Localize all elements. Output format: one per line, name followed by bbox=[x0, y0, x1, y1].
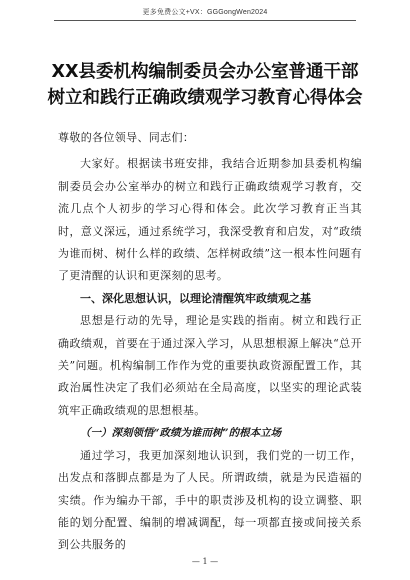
salutation: 尊敬的各位领导、同志们： bbox=[58, 131, 195, 144]
subsection-heading-1: （一）深刻领悟“政绩为谁而树”的根本立场 bbox=[80, 427, 282, 440]
header-note: 更多免费公文+VX：GGGongWen2024 bbox=[142, 9, 268, 16]
document-title-line-1: XX县委机构编制委员会办公室普通干部 bbox=[51, 62, 359, 82]
section-heading-1: 一、深化思想认识，以理论清醒筑牢政绩观之基 bbox=[80, 291, 311, 305]
paragraph-subsection-1: 通过学习，我更加深刻地认识到，我们党的一切工作，出发点和落脚点都是为了人民。所谓政绩，就是为民造福的实绩。作为编办干部，手中的职责涉及机构的设立调整、职能的划分配置、编制的增减调配，每一项都直接或间接关系到公共服务的 bbox=[58, 448, 362, 552]
paragraph-intro: 大家好。根据读书班安排，我结合近期参加县委机构编制委员会办公室举办的树立和践行正确政绩观学习教育，交流几点个人初步的学习心得和体会。此次学习教育正当其时，意义深远，通过系统学习，我深受教育和启发，对“政绩为谁而树、树什么样的政绩、怎样树政绩”这一根本性问题有了更清醒的认识和更深刻的思考。 bbox=[58, 157, 362, 283]
page-number: — 1 — bbox=[191, 557, 219, 566]
paragraph-section-1: 思想是行动的先导，理论是实践的指南。树立和践行正确政绩观，首要在于通过深入学习，从思想根源上解决“总开关”问题。机构编制工作作为党的重要执政资源配置工作，其政治属性决定了我们必须站在全局高度，以坚实的理论武装筑牢正确政绩观的思想根基。 bbox=[58, 314, 362, 417]
document-body bbox=[58, 127, 362, 557]
document-title-line-2: 树立和践行正确政绩观学习教育心得体会 bbox=[47, 88, 363, 108]
header-divider bbox=[54, 20, 356, 21]
